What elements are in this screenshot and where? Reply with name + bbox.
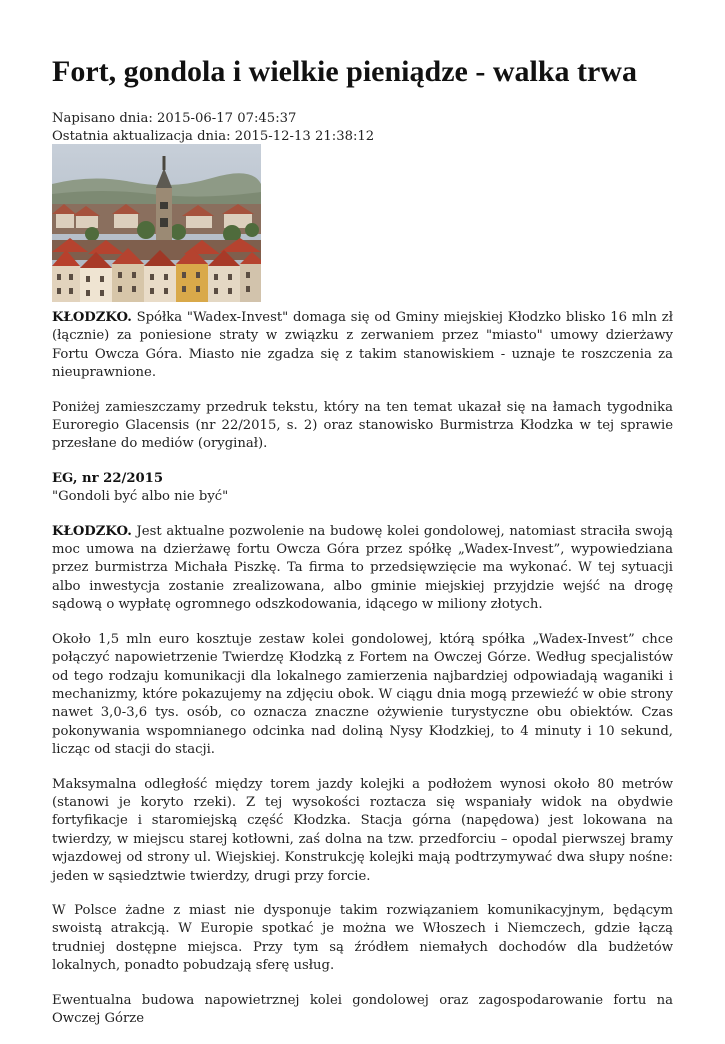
city-photo [52, 144, 261, 302]
updated-date: Ostatnia aktualizacja dnia: 2015-12-13 21:38:12 [52, 129, 375, 144]
eg-dateline: KŁODZKO. [52, 523, 132, 539]
intro-text: Spółka "Wadex-Invest" domaga się od Gminy miejskiej Kłodzko blisko 16 mln zł (łącznie) za poniesione straty w związku z zerwaniem przez "miasto" umowy dzierżawy Fortu Owcza Góra. Miasto nie zgadza się z takim stanowiskiem - uznaje te roszczenia za nieuprawnione. [52, 310, 673, 381]
city-photo-illustration [52, 144, 261, 302]
intro-paragraph [52, 309, 673, 383]
eg-paragraph-3: Maksymalna odległość między torem jazdy kolejki a podłożem wynosi około 80 metrów (stanowi je koryto rzeki). Z tej wysokości roztacza się wspaniały widok na obydwie fortyfikacje i staromiejską część Kłodzka. Stacja górna (napędowa) jest lokowana na twierdzy, w miejscu starej kotłowni, zaś dolna na tzw. przedforciu – opodal pierwszej bramy wjazdowej od strony ul. Wiejskiej. Konstrukcję kolejki mają podtrzymywać dwa słupy nośne: jeden w sąsiedztwie twierdzy, drugi przy forcie. [52, 776, 673, 884]
article-body [52, 309, 673, 1044]
eg-paragraph-4: W Polsce żadne z miast nie dysponuje takim rozwiązaniem komunikacyjnym, będącym swoistą atrakcją. W Europie spotkać je można we Włoszech i Niemczech, gdzie łączą trudniej dostępne miejsca. Przy tym są źródłem niemałych dochodów dla budżetów lokalnych, ponadto pobudzają sferę usług. [52, 902, 673, 974]
intro-dateline: KŁODZKO. [52, 310, 132, 325]
article-title: Fort, gondola i wielkie pieniądze - walka trwa [52, 55, 637, 88]
eg-heading: EG, nr 22/2015 [52, 470, 164, 486]
eg-subtitle: "Gondoli być albo nie być" [52, 489, 229, 505]
eg-paragraph-5: Ewentualna budowa napowietrznej kolei gondolowej oraz zagospodarowanie fortu na Owczej Górze [52, 992, 673, 1026]
eg-paragraph-1 [52, 523, 673, 615]
eg-paragraph-2: Około 1,5 mln euro kosztuje zestaw kolei gondolowej, którą spółka „Wadex-Invest” chce połączyć napowietrzenie Twierdzę Kłodzką z Fortem na Owczej Górze. Według specjalistów od tego rodzaju komunikacji dla lokalnego zamierzenia najbardziej odpowiadają waganiki i mechanizmy, które pokazujemy na zdjęciu obok. W ciągu dnia mogą przewieźć w obie strony nawet 3,0-3,6 tys. osób, co oznacza znaczne ożywienie turystyczne obu obiektów. Czas pokonywania wspomnianego odcinka nad doliną Nysy Kłodzkiej, to 4 minuty i 10 sekund, licząc od stacji do stacji. [52, 631, 673, 758]
eg-block [52, 470, 673, 507]
reprint-note-paragraph: Poniżej zamieszczamy przedruk tekstu, który na ten temat ukazał się na łamach tygodnika Euroregio Glacensis (nr 22/2015, s. 2) oraz stanowisko Burmistrza Kłodzka w tej sprawie przesłane do mediów (oryginał). [52, 399, 673, 452]
eg-paragraph-1-text: Jest aktualne pozwolenie na budowę kolei gondolowej, natomiast straciła swoją moc umowa na dzierżawę fortu Owcza Góra przez spółkę „Wadex-Invest”, wypowiedziana przez burmistrza Michała Piszkę. Ta firma to przedsięwzięcie ma wykonać. W tej sytuacji albo inwestycja zostanie zrealizowana, albo gminie miejskiej przyjdzie wejść na drogę sądową o wypłatę ogromnego odszkodowania, idącego w miliony złotych. [52, 523, 673, 613]
published-date: Napisano dnia: 2015-06-17 07:45:37 [52, 111, 297, 126]
article-meta [52, 110, 374, 146]
